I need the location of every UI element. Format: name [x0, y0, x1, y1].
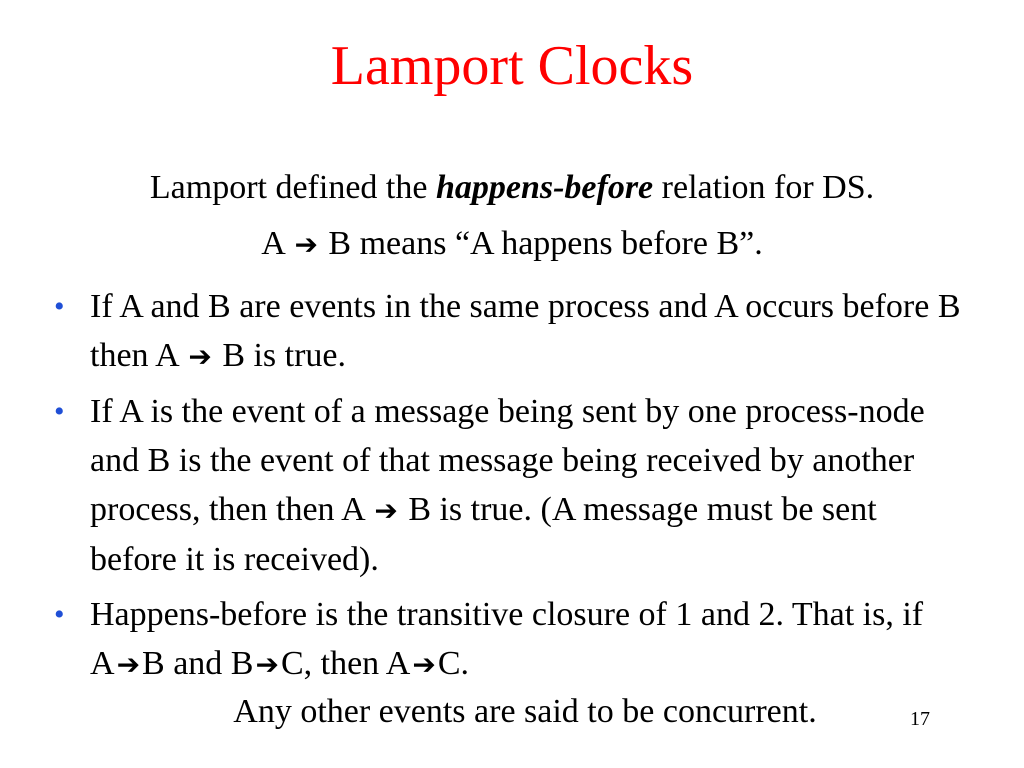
bullet-item-3 — [52, 590, 972, 689]
intro-suffix: relation for DS. — [653, 169, 875, 206]
definition-line — [0, 224, 1024, 265]
bullet-icon: • — [54, 598, 65, 631]
bullet-3-part1: Happens-before is the transitive closure of 1 and 2. That is, if A — [90, 596, 924, 682]
bullet-2-part2: B is true. (A message must be sent before it is received). — [90, 491, 877, 578]
right-arrow-icon: ➔ — [188, 340, 212, 373]
right-arrow-icon: ➔ — [294, 228, 318, 261]
bullet-icon: • — [54, 290, 65, 323]
bullet-item-1 — [52, 282, 972, 381]
right-arrow-icon: ➔ — [412, 648, 436, 681]
definition-a: A — [261, 225, 284, 262]
intro-line — [0, 168, 1024, 208]
slide-number: 17 — [910, 708, 930, 730]
bullet-3-part4: C. — [437, 645, 470, 682]
bullet-3-part3: C, then A — [280, 645, 411, 682]
bullet-3-part2: B and B — [142, 645, 254, 682]
bullet-item-2 — [52, 387, 972, 584]
closing-line: Any other events are said to be concurrent. — [233, 693, 817, 730]
intro-emphasis: happens-before — [435, 169, 654, 206]
bullet-1-part2: B is true. — [222, 337, 347, 374]
intro-prefix: Lamport defined the — [149, 169, 436, 206]
right-arrow-icon: ➔ — [116, 648, 141, 681]
bullet-list — [52, 282, 972, 695]
definition-text: B means “A happens before B”. — [328, 225, 763, 262]
slide-title: Lamport Clocks — [330, 35, 694, 97]
bullet-2-part1: If A is the event of a message being sent by one process-node and B is the event of that message being received by another process, then then A — [90, 393, 925, 528]
right-arrow-icon: ➔ — [255, 648, 279, 681]
right-arrow-icon: ➔ — [374, 494, 398, 527]
bullet-1-part1: If A and B are events in the same process and A occurs before B then A — [90, 288, 961, 374]
bullet-icon: • — [54, 395, 65, 428]
